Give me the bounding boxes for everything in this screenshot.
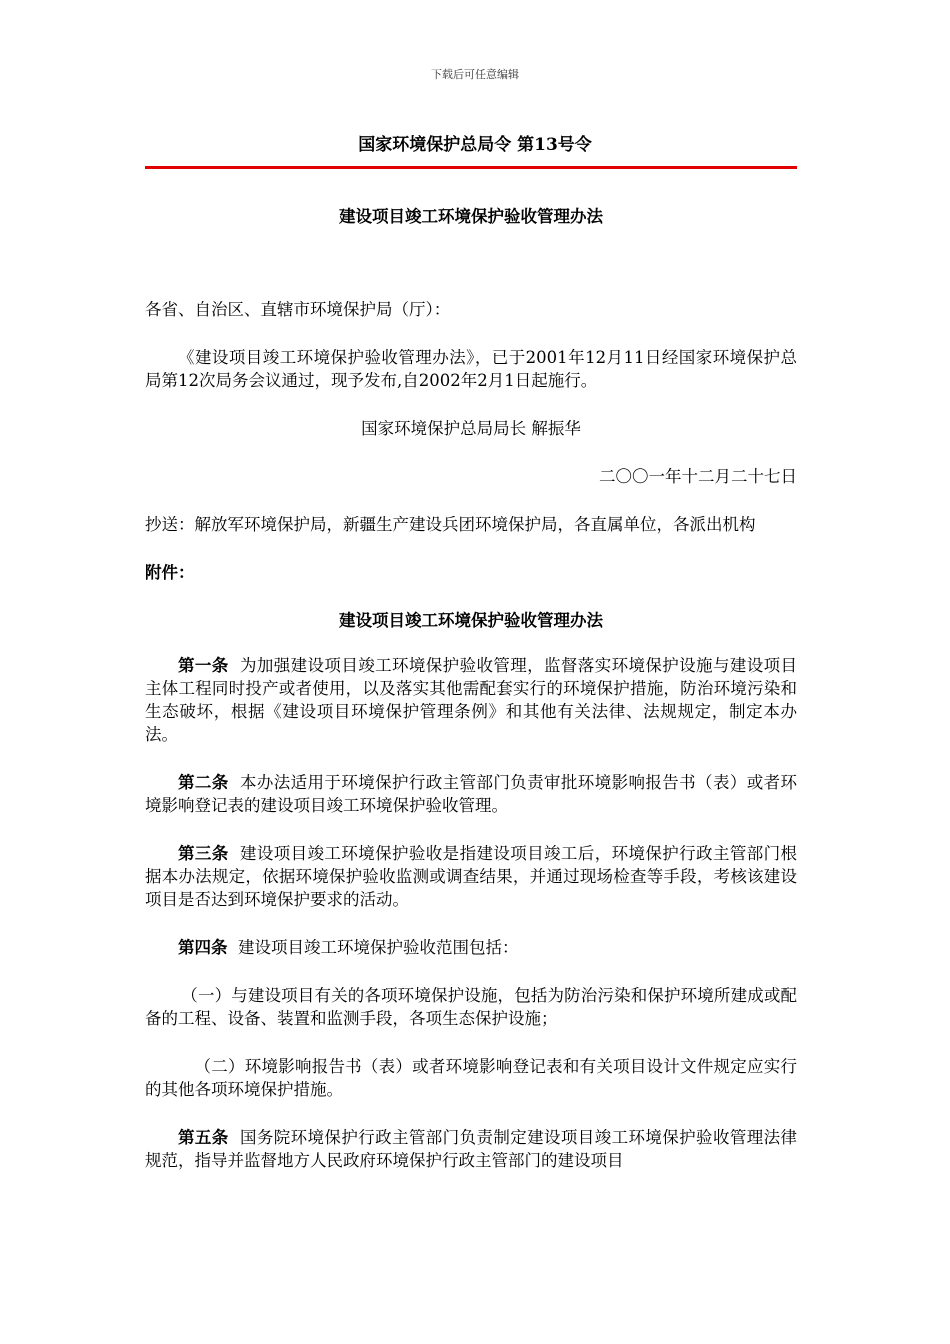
- document-title: 建设项目竣工环境保护验收管理办法: [339, 207, 603, 226]
- article-1-head: 第一条: [178, 656, 229, 675]
- scope-item-2: （二）环境影响报告书（表）或者环境影响登记表和有关项目设计文件规定应实行的其他各项环境保护措施。: [145, 1057, 797, 1099]
- article-2: [145, 771, 797, 817]
- order-title: 国家环境保护总局令 第13号令: [358, 135, 592, 155]
- attachment-label: 附件：: [145, 563, 195, 582]
- signer: 国家环境保护总局局长 解振华: [361, 419, 581, 438]
- article-2-head: 第二条: [178, 773, 229, 792]
- salutation: 各省、自治区、直辖市环境保护局（厅）：: [145, 300, 451, 319]
- article-5-text: 国务院环境保护行政主管部门负责制定建设项目竣工环境保护验收管理法律规范，指导并监督地方人民政府环境保护行政主管部门的建设项目: [145, 1128, 798, 1170]
- scope-item-1: （一）与建设项目有关的各项环境保护设施，包括为防治污染和保护环境所建成或配备的工程、设备、装置和监测手段，各项生态保护设施；: [145, 986, 797, 1028]
- issue-date: 二〇〇一年十二月二十七日: [599, 467, 797, 486]
- article-4-text: 建设项目竣工环境保护验收范围包括：: [238, 938, 519, 957]
- announcement-paragraph: 《建设项目竣工环境保护验收管理办法》，已于2001年12月11日经国家环境保护总局第12次局务会议通过，现予发布,自2002年2月1日起施行。: [145, 348, 797, 390]
- document-body: [145, 205, 797, 1197]
- article-1-text: 为加强建设项目竣工环境保护验收管理，监督落实环境保护设施与建设项目主体工程同时投产或者使用，以及落实其他需配套实行的环境保护措施，防治环境污染和生态破坏，根据《建设项目环境保护管理条例》和其他有关法律、法规规定，制定本办法。: [145, 656, 798, 744]
- red-divider: [145, 166, 797, 169]
- article-5-head: 第五条: [178, 1128, 229, 1147]
- article-4-head: 第四条: [178, 938, 228, 957]
- attachment-title: 建设项目竣工环境保护验收管理办法: [339, 611, 603, 630]
- article-4: [145, 936, 797, 959]
- header-note: 下载后可任意编辑: [431, 68, 519, 81]
- article-3: [145, 842, 797, 911]
- article-3-text: 建设项目竣工环境保护验收是指建设项目竣工后，环境保护行政主管部门根据本办法规定，依据环境保护验收监测或调查结果，并通过现场检查等手段，考核该建设项目是否达到环境保护要求的活动。: [145, 844, 798, 909]
- cc-line: 抄送：解放军环境保护局，新疆生产建设兵团环境保护局，各直属单位，各派出机构: [145, 515, 756, 534]
- article-1: [145, 654, 797, 746]
- article-3-head: 第三条: [178, 844, 229, 863]
- article-2-text: 本办法适用于环境保护行政主管部门负责审批环境影响报告书（表）或者环境影响登记表的建设项目竣工环境保护验收管理。: [145, 773, 798, 815]
- article-5: [145, 1126, 797, 1172]
